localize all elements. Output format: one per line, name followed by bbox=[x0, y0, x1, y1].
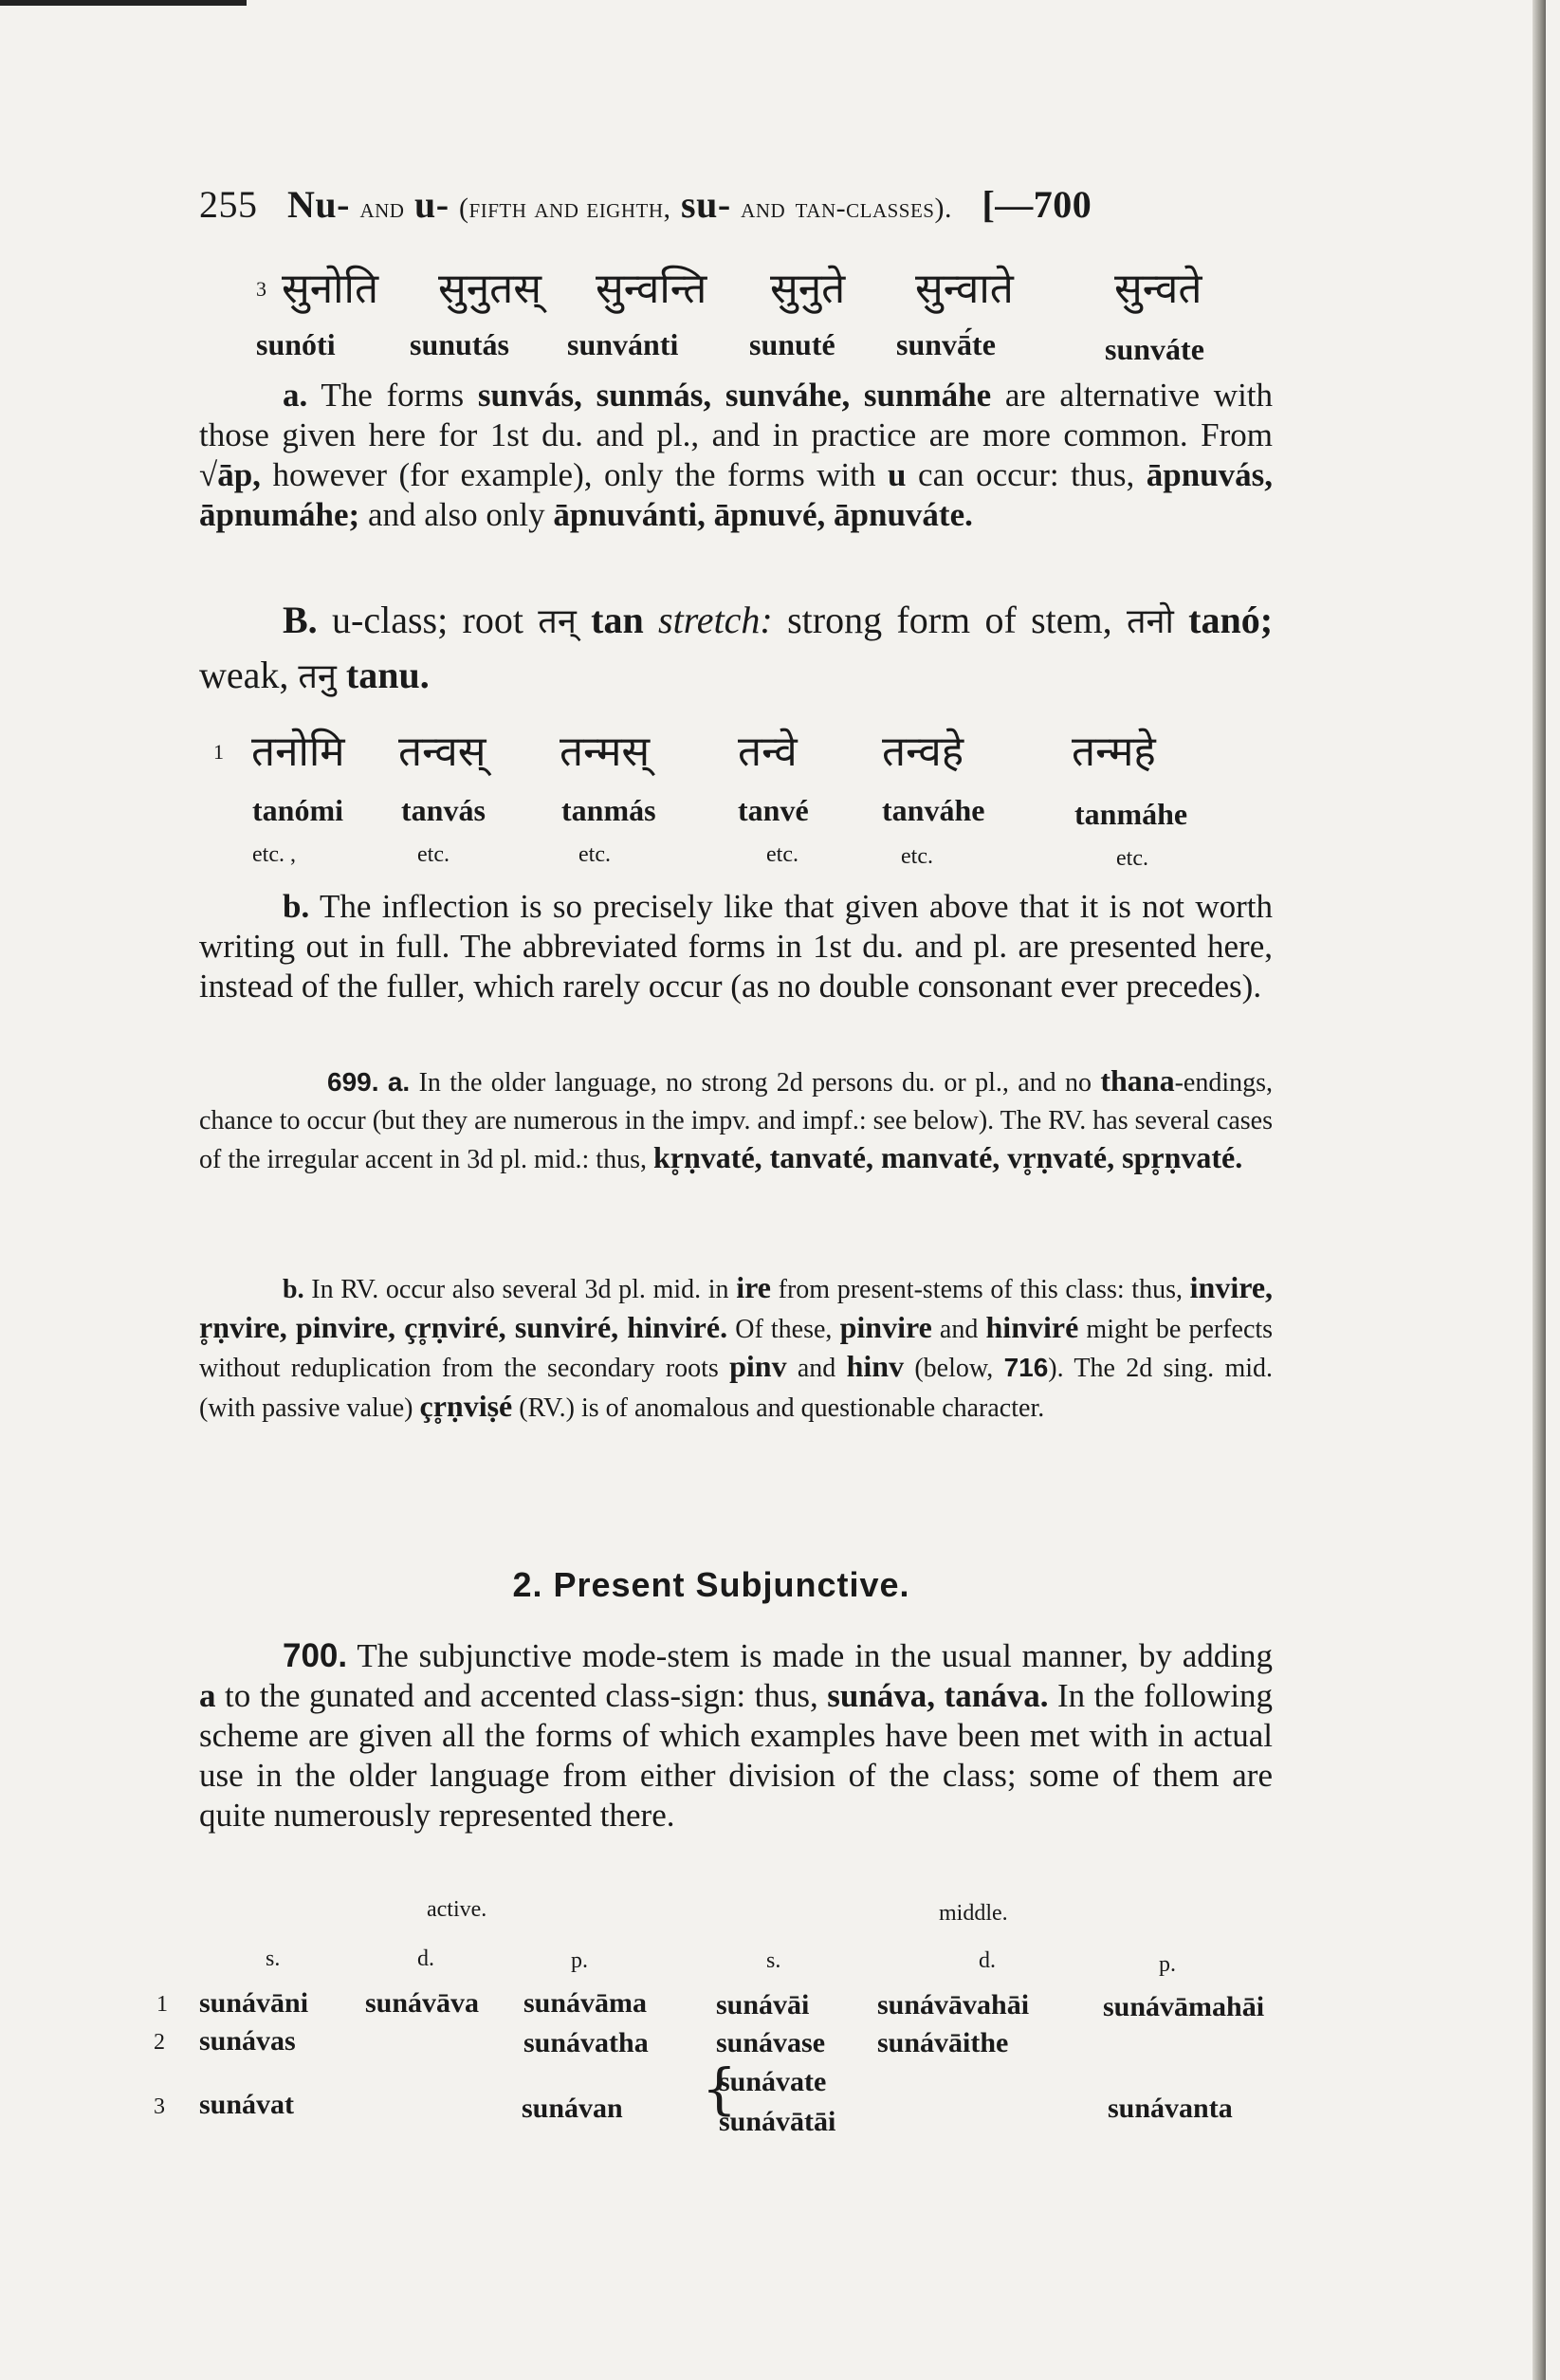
tan-deva-4: तन्वे bbox=[738, 728, 798, 776]
para-B-deva-weak: तनु bbox=[298, 657, 337, 696]
para-B-strong: tanó; bbox=[1188, 599, 1274, 641]
para-699a-forms: kr̥ṇvaté, tanvaté, manvaté, vr̥ṇvaté, spr̥ṇvaté. bbox=[652, 1140, 1243, 1174]
table-r3-c1: sunávat bbox=[199, 2089, 295, 2120]
para-700-forms: sunáva, tanáva. bbox=[827, 1677, 1049, 1714]
tan-etc-5: etc. bbox=[901, 844, 933, 869]
tan-translit-6: tanmáhe bbox=[1074, 797, 1188, 831]
para-B-label: B. bbox=[283, 599, 318, 641]
para-699b-ire: ire bbox=[736, 1270, 771, 1304]
su-deva-3: सुन्वन्ति bbox=[596, 265, 707, 313]
tan-deva-2: तन्वस् bbox=[398, 728, 486, 776]
para-699b-text4: and bbox=[939, 1314, 979, 1344]
col-middle-d: d. bbox=[979, 1948, 996, 1973]
para-699b-text8: ). The 2d sing. mid. (with passive value) bbox=[199, 1354, 1274, 1423]
header-su: su- bbox=[681, 183, 731, 226]
tan-translit-3: tanmás bbox=[561, 793, 656, 827]
para-699b-forms: invire, r̥ṇvire, pinvire, çr̥ṇviré, sunviré, hinviré. bbox=[199, 1270, 1274, 1344]
tan-etc-4: etc. bbox=[766, 842, 798, 867]
tan-translit-5: tanváhe bbox=[882, 793, 985, 827]
su-translit-3: sunvánti bbox=[567, 327, 679, 361]
para-700-a: a bbox=[199, 1677, 216, 1714]
header-and2: and bbox=[741, 193, 786, 224]
para-700-text2: to the gunated and accented class-sign: thus, bbox=[225, 1677, 818, 1714]
para-b-text: The inflection is so precisely like that given above that it is not worth writing out in full. The abbreviated forms in 1st du. and pl. are presented here, instead of the fuller, which rarely occur (as no double consonant ever precedes). bbox=[199, 888, 1273, 1005]
para-B-meaning: stretch: bbox=[658, 599, 773, 641]
para-a-forms3: āpnuvánti, āpnuvé, āpnuváte. bbox=[553, 496, 973, 533]
para-699b-text1: In RV. occur also several 3d pl. mid. in bbox=[311, 1275, 729, 1304]
paragraph-a bbox=[199, 376, 1273, 535]
table-r3-c4: sunávate bbox=[719, 2066, 827, 2097]
header-section-ref: [—700 bbox=[982, 183, 1092, 226]
paragraph-699b bbox=[199, 1269, 1273, 1427]
paragraph-699a bbox=[199, 1062, 1273, 1179]
su-translit-6: sunváte bbox=[1105, 332, 1204, 366]
tan-etc-1: etc. , bbox=[252, 842, 296, 867]
su-deva-4: सुनुते bbox=[770, 265, 846, 313]
su-deva-2: सुनुतस् bbox=[438, 265, 541, 313]
para-699b-label: b. bbox=[283, 1275, 304, 1304]
para-B-text2: strong form of stem, bbox=[787, 599, 1112, 641]
para-699a-label: a. bbox=[387, 1067, 411, 1097]
para-a-root: √āp, bbox=[199, 456, 261, 493]
para-700-text1: The subjunctive mode-stem is made in the usual manner, by adding bbox=[357, 1637, 1273, 1674]
header-tan: tan-classes). bbox=[795, 193, 952, 224]
para-699b-text7: (below, bbox=[914, 1354, 994, 1383]
header-paren: (fifth and eighth, bbox=[459, 193, 671, 224]
table-r3-c6: sunávanta bbox=[1108, 2093, 1233, 2124]
tan-deva-1: तनोमि bbox=[251, 728, 345, 776]
tan-translit-1: tanómi bbox=[252, 793, 343, 827]
para-700-text3: In the following scheme are given all the forms of which examples have been met with in actual use in the older language from either division of the class; some of them are quite numerously represented there. bbox=[199, 1677, 1274, 1834]
para-a-forms: sunvás, sunmás, sunváhe, sunmáhe bbox=[477, 377, 992, 414]
table-r2-c5: sunávāithe bbox=[877, 2027, 1009, 2058]
col-active-d: d. bbox=[417, 1946, 434, 1971]
para-b-label: b. bbox=[283, 888, 310, 925]
table-r2-c1: sunávas bbox=[199, 2025, 296, 2057]
para-a-forms2: āpnuvás, āpnumáhe; bbox=[199, 456, 1274, 533]
para-a-label: a. bbox=[283, 377, 308, 414]
para-699b-text2: from present-stems of this class: thus, bbox=[778, 1275, 1183, 1304]
table-r2-c3: sunávatha bbox=[523, 2027, 649, 2058]
para-a-text5: and also only bbox=[367, 496, 545, 533]
table-r3-c3: sunávan bbox=[522, 2093, 623, 2124]
running-header bbox=[199, 182, 1092, 227]
page-number: 255 bbox=[199, 183, 258, 226]
su-translit-4: sunuté bbox=[749, 327, 835, 361]
para-699b-text3: Of these, bbox=[735, 1314, 833, 1344]
para-699b-hinvire: hinviré bbox=[985, 1309, 1079, 1344]
su-deva-1: सुनोति bbox=[282, 265, 379, 313]
table-r1-c3: sunávāma bbox=[523, 1987, 648, 2019]
scan-edge-right bbox=[1532, 0, 1546, 2380]
paragraph-b bbox=[199, 887, 1273, 1006]
para-699b-hinv: hinv bbox=[846, 1349, 905, 1383]
col-middle-s: s. bbox=[766, 1948, 781, 1973]
su-translit-5: sunvā́te bbox=[896, 327, 996, 361]
tan-etc-6: etc. bbox=[1116, 846, 1148, 871]
su-translit-2: sunutás bbox=[410, 327, 509, 361]
table-r3-c4-alt: sunávātāi bbox=[719, 2106, 836, 2137]
para-a-text4: can occur: thus, bbox=[918, 456, 1135, 493]
para-699b-text9: (RV.) is of anomalous and questionable character. bbox=[519, 1393, 1045, 1423]
tan-deva-6: तन्महे bbox=[1072, 728, 1156, 776]
su-deva-5: सुन्वाते bbox=[915, 265, 1014, 313]
para-699b-ref: 716 bbox=[1003, 1353, 1049, 1382]
header-and: and bbox=[359, 193, 405, 224]
section-title: 2. Present Subjunctive. bbox=[512, 1565, 910, 1604]
su-row-number: 3 bbox=[256, 277, 266, 301]
table-brace: { bbox=[702, 2057, 737, 2121]
para-B-text3: weak, bbox=[199, 654, 289, 696]
header-nu: Nu- bbox=[287, 183, 350, 226]
table-row-3-num: 3 bbox=[154, 2094, 165, 2119]
para-699b-pinv: pinv bbox=[729, 1349, 787, 1383]
scan-edge-top bbox=[0, 0, 247, 6]
tan-etc-3: etc. bbox=[578, 842, 611, 867]
table-r1-c5: sunávāvahāi bbox=[877, 1989, 1030, 2020]
paragraph-B bbox=[199, 594, 1273, 704]
para-a-u: u bbox=[888, 456, 907, 493]
para-699a-text2: -endings, chance to occur (but they are numerous in the impv. and impf.: see below). The RV. has several cases of the irregular accent in 3d pl. mid.: thus, bbox=[199, 1068, 1274, 1174]
tan-row-number: 1 bbox=[213, 740, 224, 764]
para-B-root: tan bbox=[591, 599, 644, 641]
para-a-text2: are alternative with those given here for 1st du. and pl., and in practice are more common. From bbox=[199, 377, 1274, 453]
para-699b-form: çr̥ṇviṣé bbox=[419, 1388, 513, 1423]
col-middle-p: p. bbox=[1159, 1952, 1176, 1977]
table-r1-c1: sunávāni bbox=[199, 1987, 309, 2019]
tan-translit-2: tanvás bbox=[401, 793, 486, 827]
table-r1-c2: sunávāva bbox=[365, 1987, 480, 2019]
tan-translit-4: tanvé bbox=[738, 793, 809, 827]
col-active-p: p. bbox=[571, 1948, 588, 1973]
para-699a-thana: thana bbox=[1100, 1063, 1175, 1098]
para-B-deva-root: तन् bbox=[538, 602, 577, 641]
table-middle-label: middle. bbox=[939, 1901, 1008, 1926]
para-a-text1: The forms bbox=[321, 377, 465, 414]
table-r1-c6: sunávāmahāi bbox=[1103, 1991, 1265, 2022]
su-translit-1: sunóti bbox=[256, 327, 336, 361]
para-700-number: 700. bbox=[283, 1637, 348, 1674]
table-r1-c4: sunávāi bbox=[716, 1989, 810, 2020]
table-r2-c4: sunávase bbox=[716, 2027, 826, 2058]
tan-deva-5: तन्वहे bbox=[882, 728, 964, 776]
para-B-weak: tanu. bbox=[345, 654, 430, 696]
para-699-number: 699. bbox=[327, 1067, 379, 1097]
para-699b-text6: and bbox=[797, 1354, 836, 1383]
col-active-s: s. bbox=[266, 1946, 281, 1971]
tan-deva-3: तन्मस् bbox=[560, 728, 651, 776]
paragraph-700 bbox=[199, 1636, 1273, 1836]
su-deva-6: सुन्वते bbox=[1114, 265, 1202, 313]
tan-etc-2: etc. bbox=[417, 842, 450, 867]
table-row-2-num: 2 bbox=[154, 2030, 165, 2055]
para-699a-text1: In the older language, no strong 2d persons du. or pl., and no bbox=[418, 1068, 1092, 1098]
header-u: u- bbox=[413, 183, 450, 226]
para-B-deva-strong: तनो bbox=[1127, 602, 1174, 641]
para-a-text3: however (for example), only the forms with bbox=[272, 456, 876, 493]
table-row-1-num: 1 bbox=[156, 1992, 168, 2017]
table-active-label: active. bbox=[427, 1897, 487, 1922]
para-699b-pinvire: pinvire bbox=[839, 1309, 932, 1344]
para-B-text1: u-class; root bbox=[332, 599, 523, 641]
para-699b-text5: might be perfects without reduplication from the secondary roots bbox=[199, 1314, 1274, 1383]
